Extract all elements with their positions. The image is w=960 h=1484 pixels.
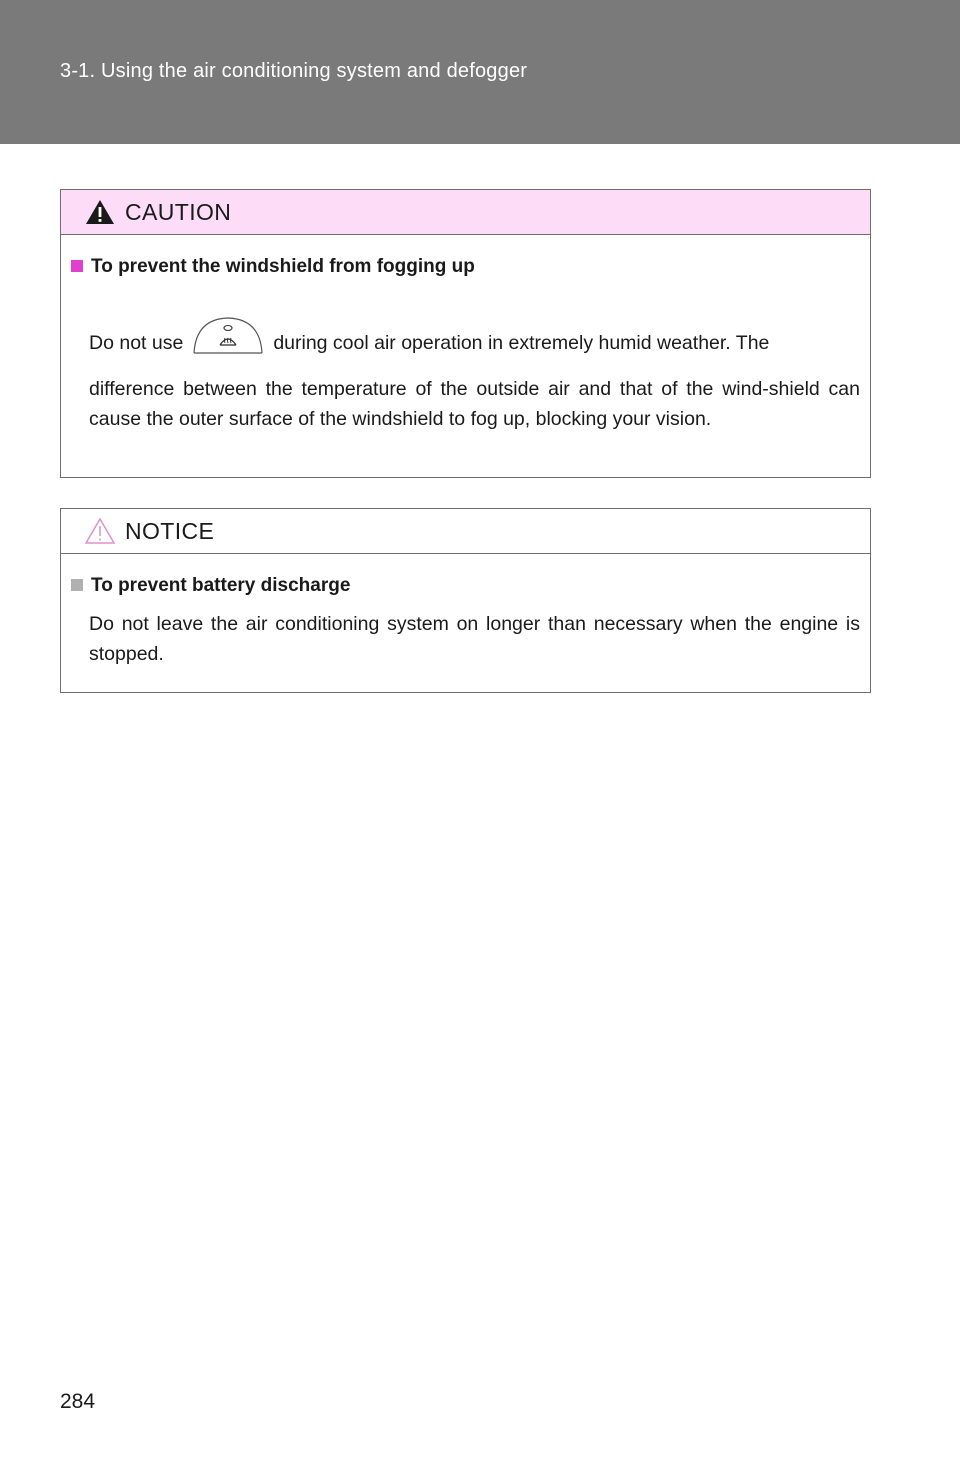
warning-triangle-icon — [84, 198, 116, 226]
caution-header — [61, 190, 870, 235]
page-number: 284 — [60, 1390, 96, 1413]
notice-heading-text: To prevent battery discharge — [91, 575, 351, 596]
caution-heading — [71, 256, 475, 278]
notice-heading — [71, 575, 350, 597]
notice-body-text: Do not leave the air conditioning system on longer than necessary when the engine is stopped. — [89, 613, 860, 665]
caution-body-text: difference between the temperature of the outside air and that of the wind-shield can cause the outer surface of the windshield to fog up, blocking your vision. — [89, 378, 860, 430]
bullet-square-icon — [71, 579, 83, 591]
section-title: 3-1. Using the air conditioning system and defogger — [60, 60, 528, 82]
caution-box — [60, 189, 871, 478]
notice-box — [60, 508, 871, 693]
caution-heading-text: To prevent the windshield from fogging up — [91, 256, 475, 277]
header-band — [0, 0, 960, 144]
caution-title: CAUTION — [125, 199, 232, 225]
notice-title: NOTICE — [125, 518, 215, 544]
bullet-square-icon — [71, 260, 83, 272]
caution-first-line — [89, 323, 860, 363]
caution-text-before-icon: Do not use — [89, 332, 184, 354]
caution-text-after-icon: during cool air operation in extremely humid weather. The — [273, 332, 770, 354]
front-windshield-defogger-icon — [191, 315, 265, 355]
notice-header — [61, 509, 870, 554]
notice-triangle-icon — [84, 517, 116, 545]
